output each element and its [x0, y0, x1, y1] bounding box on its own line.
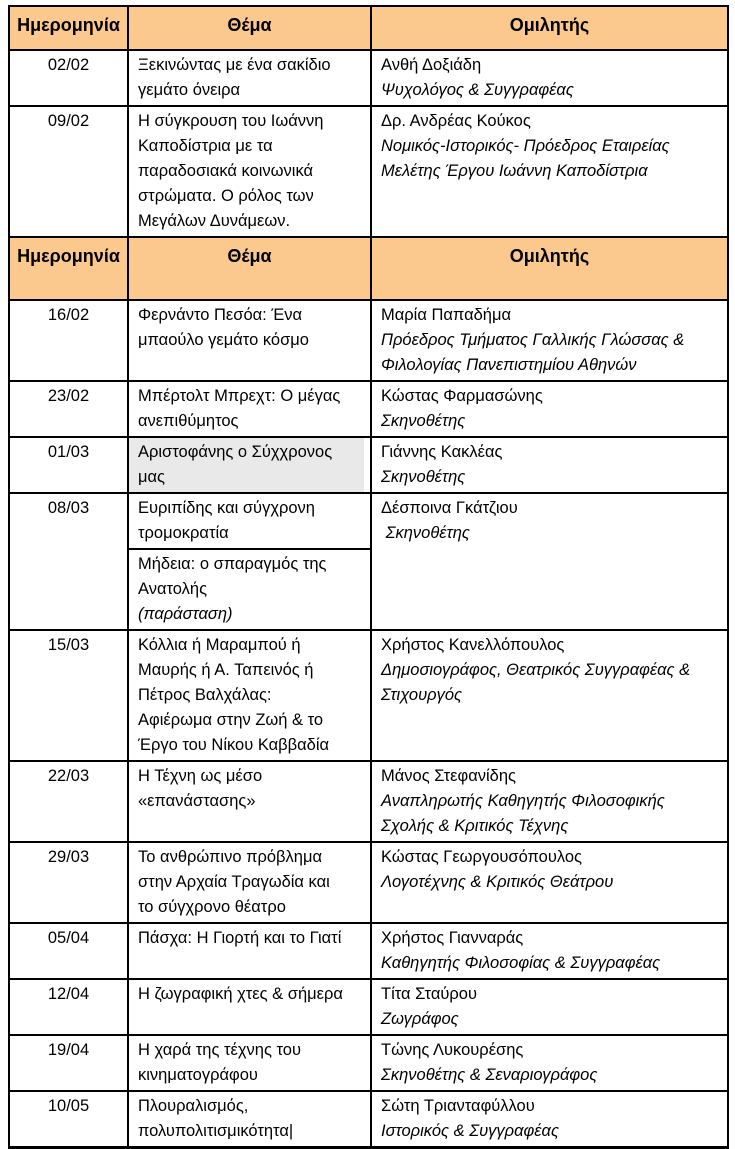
speaker-title: Ζωγράφος — [381, 1010, 459, 1028]
theme-line: Το ανθρώπινο πρόβλημα — [138, 848, 322, 866]
theme-cell — [128, 549, 371, 630]
speaker-name: Τώνης Λυκουρέσης — [381, 1041, 524, 1059]
table-row — [9, 1091, 728, 1148]
date-cell: 16/02 — [9, 300, 128, 381]
theme-cell — [128, 493, 371, 549]
table-row — [9, 381, 728, 437]
theme-line: παραδοσιακά κοινωνικά — [138, 162, 314, 180]
speaker-title: Σκηνοθέτης — [381, 468, 466, 486]
speaker-cell — [371, 761, 728, 842]
speaker-cell — [371, 979, 728, 1035]
table-header-row — [9, 6, 728, 50]
theme-line: Αφιέρωμα στην Ζωή & το — [138, 711, 324, 729]
theme-cell — [128, 300, 371, 381]
theme-line: Ευριπίδης και σύγχρονη — [138, 499, 315, 517]
speaker-title: Νομικός-Ιστορικός- Πρόεδρος Εταιρείας — [381, 137, 670, 155]
date-cell: 23/02 — [9, 381, 128, 437]
date-cell: 08/03 — [9, 493, 128, 630]
theme-line: Πέτρος Βαλχάλας: — [138, 686, 272, 704]
theme-line: Μπέρτολτ Μπρεχτ: Ο μέγας — [138, 387, 341, 405]
speaker-cell — [371, 842, 728, 923]
speaker-title: Σκηνοθέτης & Σεναριογράφος — [381, 1066, 598, 1084]
speaker-title: Αναπληρωτής Καθηγητής Φιλοσοφικής — [381, 792, 665, 810]
theme-line: Η Τέχνη ως μέσο — [138, 767, 263, 785]
speaker-name: Κώστας Γεωργουσόπουλος — [381, 848, 582, 866]
theme-line: στην Αρχαία Τραγωδία και — [138, 873, 330, 891]
column-header-date: Ημερομηνία — [9, 6, 128, 50]
date-cell: 05/04 — [9, 923, 128, 979]
speaker-title: Καθηγητής Φιλοσοφίας & Συγγραφέας — [381, 954, 661, 972]
theme-cell — [128, 50, 371, 106]
speaker-name: Μάνος Στεφανίδης — [381, 767, 516, 785]
theme-cell — [128, 106, 371, 237]
schedule-table — [8, 5, 729, 1149]
speaker-cell — [371, 50, 728, 106]
speaker-name: Κώστας Φαρμασώνης — [381, 387, 543, 405]
speaker-cell — [371, 923, 728, 979]
speaker-name: Χρήστος Κανελλόπουλος — [381, 636, 565, 654]
speaker-cell — [371, 437, 728, 493]
column-header-date: Ημερομηνία — [9, 237, 128, 300]
date-cell: 02/02 — [9, 50, 128, 106]
theme-line: τρομοκρατία — [138, 524, 229, 542]
theme-line: Η ζωγραφική χτες & σήμερα — [138, 985, 343, 1003]
theme-cell — [128, 381, 371, 437]
speaker-title: Φιλολογίας Πανεπιστημίου Αθηνών — [381, 356, 637, 374]
theme-line: ανεπιθύμητος — [138, 412, 239, 430]
theme-line: Μήδεια: ο σπαραγμός της — [138, 555, 327, 573]
theme-cell — [128, 1035, 371, 1091]
table-row — [9, 842, 728, 923]
speaker-name: Τίτα Σταύρου — [381, 985, 477, 1003]
date-cell: 10/05 — [9, 1091, 128, 1148]
theme-line: Η σύγκρουση του Ιωάννη — [138, 112, 324, 130]
date-cell: 19/04 — [9, 1035, 128, 1091]
speaker-title: Πρόεδρος Τμήματος Γαλλικής Γλώσσας & — [381, 331, 685, 349]
date-cell: 29/03 — [9, 842, 128, 923]
speaker-title: Δημοσιογράφος, Θεατρικός Συγγραφέας & — [381, 661, 691, 679]
theme-line: Κόλλια ή Μαραμπού ή — [138, 636, 301, 654]
speaker-name: Γιάννης Κακλέας — [381, 443, 503, 461]
speaker-name: Χρήστος Γιανναράς — [381, 929, 524, 947]
table-row — [9, 1035, 728, 1091]
speaker-name: Σώτη Τριανταφύλλου — [381, 1097, 535, 1115]
date-cell: 12/04 — [9, 979, 128, 1035]
table-header-row — [9, 237, 728, 300]
theme-line: Αριστοφάνης ο Σύχχρονος — [138, 443, 333, 461]
theme-line: Ανατολής — [138, 580, 208, 598]
speaker-cell — [371, 1035, 728, 1091]
theme-line: το σύγχρονο θέατρο — [138, 898, 286, 916]
theme-line: Μαυρής ή Α. Ταπεινός ή — [138, 661, 314, 679]
speaker-title: Ιστορικός & Συγγραφέας — [381, 1122, 559, 1140]
theme-line: μας — [138, 468, 165, 486]
theme-line: Φερνάντο Πεσόα: Ένα — [138, 306, 303, 324]
speaker-title: Λογοτέχνης & Κριτικός Θεάτρου — [381, 873, 614, 891]
theme-cell — [128, 630, 371, 761]
theme-cell — [128, 1091, 371, 1148]
theme-line: «επανάστασης» — [138, 792, 256, 810]
theme-line: μπαούλο γεμάτο κόσμο — [138, 331, 309, 349]
theme-line: (παράσταση) — [138, 605, 233, 623]
column-header-theme: Θέμα — [128, 237, 371, 300]
date-cell: 15/03 — [9, 630, 128, 761]
theme-line: κινηματογράφου — [138, 1066, 258, 1084]
theme-cell — [128, 761, 371, 842]
theme-cell — [128, 842, 371, 923]
speaker-name: Δέσποινα Γκάτζιου — [381, 499, 518, 517]
speaker-cell — [371, 493, 728, 630]
speaker-name: Ανθή Δοξιάδη — [381, 56, 482, 74]
table-row — [9, 761, 728, 842]
theme-line: Η χαρά της τέχνης του — [138, 1041, 301, 1059]
theme-line: Έργο του Νίκου Καββαδία — [138, 736, 330, 754]
theme-cell — [128, 979, 371, 1035]
table-row — [9, 50, 728, 106]
date-cell: 09/02 — [9, 106, 128, 237]
theme-line: Πλουραλισμός, — [138, 1097, 249, 1115]
table-row — [9, 106, 728, 237]
table-row — [9, 493, 728, 549]
speaker-name: Μαρία Παπαδήμα — [381, 306, 512, 324]
theme-line: Μεγάλων Δυνάμεων. — [138, 212, 291, 230]
date-cell: 22/03 — [9, 761, 128, 842]
table-row — [9, 437, 728, 493]
theme-line: Πάσχα: Η Γιορτή και το Γιατί — [138, 929, 342, 947]
column-header-speaker: Ομιλητής — [371, 6, 728, 50]
speaker-title: Σκηνοθέτης — [381, 524, 470, 542]
table-row — [9, 300, 728, 381]
table-row — [9, 923, 728, 979]
date-cell: 01/03 — [9, 437, 128, 493]
column-header-theme: Θέμα — [128, 6, 371, 50]
speaker-title: Ψυχολόγος & Συγγραφέας — [381, 81, 574, 99]
theme-line: γεμάτο όνειρα — [138, 81, 241, 99]
speaker-cell — [371, 381, 728, 437]
speaker-title: Μελέτης Έργου Ιωάννη Καποδίστρια — [381, 162, 648, 180]
speaker-title: Σκηνοθέτης — [381, 412, 466, 430]
speaker-cell — [371, 106, 728, 237]
speaker-cell — [371, 630, 728, 761]
theme-line: Ξεκινώντας με ένα σακίδιο — [138, 56, 331, 74]
speaker-name: Δρ. Ανδρέας Κούκος — [381, 112, 531, 130]
speaker-title: Στιχουργός — [381, 686, 463, 704]
table-row — [9, 630, 728, 761]
schedule-table-body — [9, 6, 728, 1148]
speaker-title: Σχολής & Κριτικός Τέχνης — [381, 817, 569, 835]
theme-cell — [128, 923, 371, 979]
theme-line: Καποδίστρια με τα — [138, 137, 273, 155]
speaker-cell — [371, 300, 728, 381]
theme-line: στρώματα. Ο ρόλος των — [138, 187, 314, 205]
theme-line: πολυπολιτισμικότητα| — [138, 1122, 294, 1140]
speaker-cell — [371, 1091, 728, 1148]
column-header-speaker: Ομιλητής — [371, 237, 728, 300]
theme-cell-highlighted — [128, 437, 371, 493]
table-row — [9, 979, 728, 1035]
